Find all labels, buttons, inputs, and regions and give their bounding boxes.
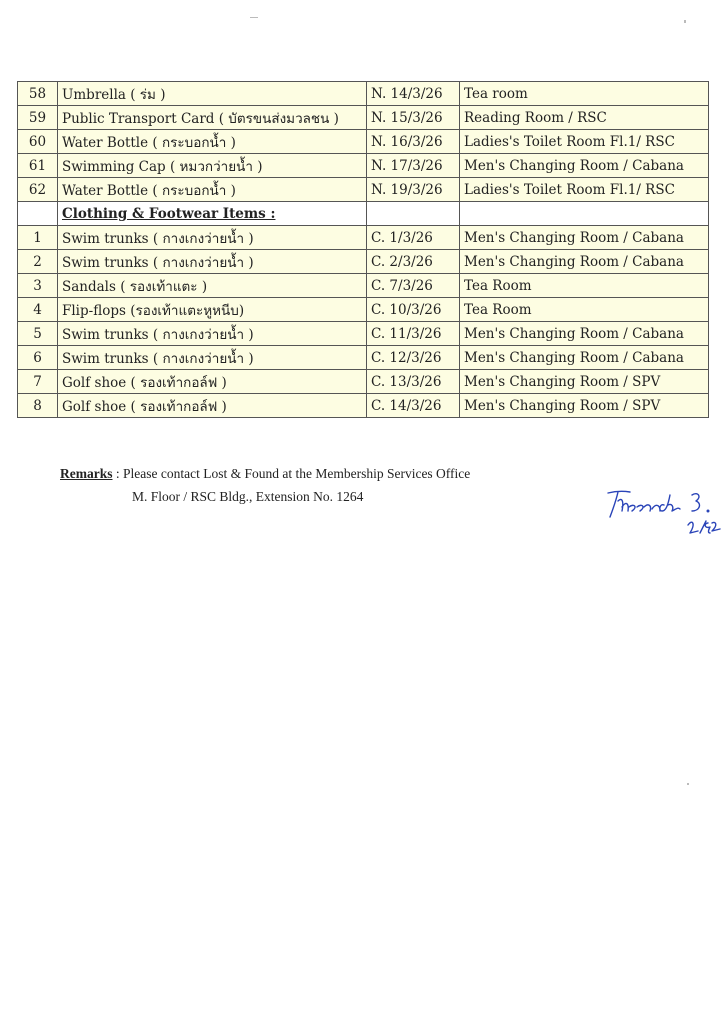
item-number: 5: [18, 322, 58, 346]
item-description: Golf shoe ( รองเท้ากอล์ฟ ): [58, 370, 367, 394]
item-number: 62: [18, 178, 58, 202]
remarks: [60, 466, 470, 505]
item-description: Swim trunks ( กางเกงว่ายน้ำ ): [58, 226, 367, 250]
item-description: Swim trunks ( กางเกงว่ายน้ำ ): [58, 322, 367, 346]
item-description: Water Bottle ( กระบอกน้ำ ): [58, 178, 367, 202]
item-number: 3: [18, 274, 58, 298]
item-code: C. 10/3/26: [367, 298, 460, 322]
item-number: 1: [18, 226, 58, 250]
scan-speck: [684, 20, 686, 23]
item-code: N. 19/3/26: [367, 178, 460, 202]
table-row: [18, 226, 709, 250]
item-number: 61: [18, 154, 58, 178]
item-number: 8: [18, 394, 58, 418]
table-row: [18, 298, 709, 322]
table-row: [18, 394, 709, 418]
item-number: 7: [18, 370, 58, 394]
item-code: N. 15/3/26: [367, 106, 460, 130]
item-number: 6: [18, 346, 58, 370]
section-title: Clothing & Footwear Items :: [62, 205, 276, 222]
found-location: Tea Room: [460, 298, 709, 322]
found-location: Men's Changing Room / Cabana: [460, 154, 709, 178]
handwritten-signature: [604, 487, 722, 547]
found-location: Men's Changing Room / Cabana: [460, 226, 709, 250]
found-location: Men's Changing Room / Cabana: [460, 250, 709, 274]
item-code: C. 11/3/26: [367, 322, 460, 346]
empty-cell: [367, 202, 460, 226]
table-row: [18, 154, 709, 178]
item-code: C. 1/3/26: [367, 226, 460, 250]
empty-cell: [460, 202, 709, 226]
table-row: [18, 274, 709, 298]
found-location: Tea Room: [460, 274, 709, 298]
item-description: Public Transport Card ( บัตรขนส่งมวลชน ): [58, 106, 367, 130]
item-number: 58: [18, 82, 58, 106]
item-number: 2: [18, 250, 58, 274]
table-row: [18, 346, 709, 370]
item-description: Flip-flops (รองเท้าแตะหูหนีบ): [58, 298, 367, 322]
table-row: [18, 250, 709, 274]
found-location: Ladies's Toilet Room Fl.1/ RSC: [460, 178, 709, 202]
table-row: [18, 178, 709, 202]
found-location: Reading Room / RSC: [460, 106, 709, 130]
remarks-line-2: M. Floor / RSC Bldg., Extension No. 1264: [132, 489, 364, 504]
table-row: [18, 322, 709, 346]
item-code: C. 13/3/26: [367, 370, 460, 394]
item-number: 4: [18, 298, 58, 322]
table-row: [18, 106, 709, 130]
item-number: 60: [18, 130, 58, 154]
scan-speck: [250, 17, 258, 18]
item-description: Umbrella ( ร่ม ): [58, 82, 367, 106]
remarks-label: Remarks: [60, 466, 113, 481]
item-code: C. 7/3/26: [367, 274, 460, 298]
item-description: Golf shoe ( รองเท้ากอล์ฟ ): [58, 394, 367, 418]
item-code: C. 2/3/26: [367, 250, 460, 274]
found-location: Men's Changing Room / Cabana: [460, 346, 709, 370]
item-code: N. 17/3/26: [367, 154, 460, 178]
found-location: Men's Changing Room / SPV: [460, 394, 709, 418]
item-description: Water Bottle ( กระบอกน้ำ ): [58, 130, 367, 154]
found-location: Ladies's Toilet Room Fl.1/ RSC: [460, 130, 709, 154]
remarks-line-1: : Please contact Lost & Found at the Membership Services Office: [112, 466, 471, 481]
section-title-cell: [58, 202, 367, 226]
lost-found-table: [17, 81, 709, 418]
table-row: [18, 130, 709, 154]
item-code: C. 12/3/26: [367, 346, 460, 370]
item-description: Swimming Cap ( หมวกว่ายน้ำ ): [58, 154, 367, 178]
table-row: [18, 370, 709, 394]
item-code: C. 14/3/26: [367, 394, 460, 418]
found-location: Men's Changing Room / Cabana: [460, 322, 709, 346]
scan-speck: [687, 783, 689, 785]
table-row: [18, 82, 709, 106]
found-location: Men's Changing Room / SPV: [460, 370, 709, 394]
empty-cell: [18, 202, 58, 226]
item-code: N. 14/3/26: [367, 82, 460, 106]
section-header-row: [18, 202, 709, 226]
found-location: Tea room: [460, 82, 709, 106]
item-description: Sandals ( รองเท้าแตะ ): [58, 274, 367, 298]
item-description: Swim trunks ( กางเกงว่ายน้ำ ): [58, 250, 367, 274]
item-number: 59: [18, 106, 58, 130]
item-code: N. 16/3/26: [367, 130, 460, 154]
item-description: Swim trunks ( กางเกงว่ายน้ำ ): [58, 346, 367, 370]
